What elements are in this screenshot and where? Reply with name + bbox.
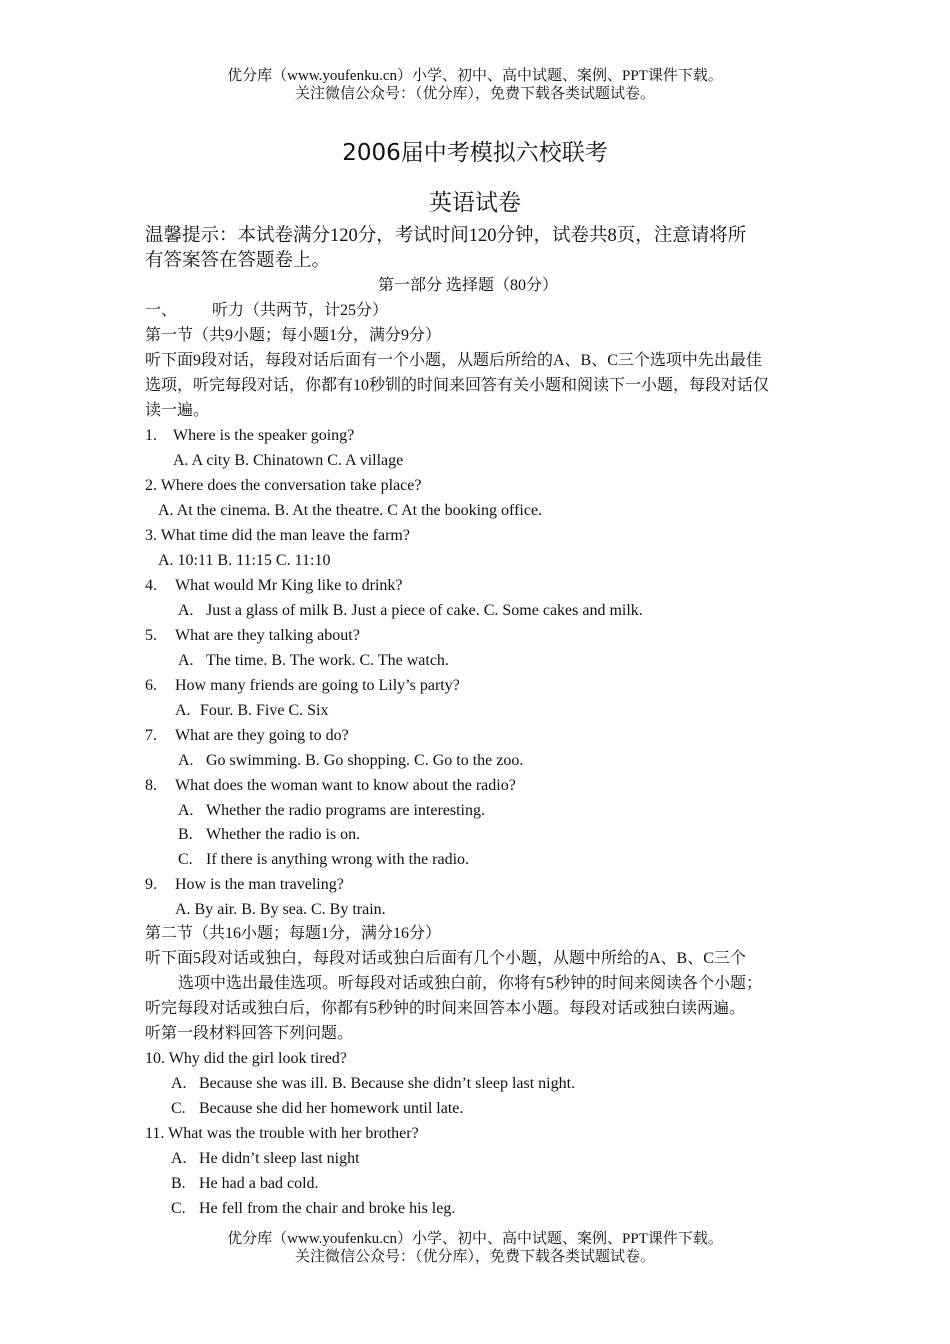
q9-number: 9.: [145, 876, 157, 893]
q4-number: 4.: [145, 577, 157, 594]
q1-options: A. A city B. Chinatown C. A village: [173, 452, 404, 469]
q9-question: How is the man traveling?: [175, 876, 344, 893]
q5-question: What are they talking about?: [175, 627, 360, 644]
q10-option-c-label: C.: [171, 1100, 186, 1117]
header-line-1: 优分库（www.youfenku.cn）小学、初中、高中试题、案例、PPT课件下载。: [227, 68, 723, 84]
q8-question: What does the woman want to know about the radio?: [175, 777, 516, 794]
q4-question: What would Mr King like to drink?: [175, 577, 403, 594]
q10-option-c: Because she did her homework until late.: [199, 1100, 464, 1117]
q11-option-a-label: A.: [171, 1150, 187, 1167]
sub2-instr-2: 选项中选出最佳选项。听每段对话或独白前，你将有5秒钟的时间来阅读各个小题；: [178, 975, 763, 992]
q11-option-c-label: C.: [171, 1200, 186, 1217]
q11-question: 11. What was the trouble with her brother?: [145, 1125, 419, 1142]
q7-option-label: A.: [178, 752, 194, 769]
sub1-heading: 第一节（共9小题；每小题1分，满分9分）: [145, 327, 442, 344]
q3-options: A. 10:11 B. 11:15 C. 11:10: [158, 552, 331, 569]
q8-number: 8.: [145, 777, 157, 794]
q10-option-ab: Because she was ill. B. Because she didn’t sleep last night.: [199, 1075, 576, 1092]
q10-question: 10. Why did the girl look tired?: [145, 1050, 347, 1067]
q8-option-b: Whether the radio is on.: [206, 826, 361, 843]
footer-line-2: 关注微信公众号：（优分库），免费下载各类试题试卷。: [294, 1249, 655, 1265]
q8-option-c: If there is anything wrong with the radio.: [206, 851, 470, 868]
q5-options: The time. B. The work. C. The watch.: [206, 652, 449, 669]
q11-option-b: He had a bad cold.: [199, 1175, 319, 1192]
q2-options: A. At the cinema. B. At the theatre. C At the booking office.: [158, 502, 543, 519]
sub2-heading: 第二节（共16小题；每题1分，满分16分）: [145, 925, 442, 942]
q6-question: How many friends are going to Lily’s party?: [175, 677, 460, 694]
q8-option-c-label: C.: [178, 851, 193, 868]
q10-option-a-label: A.: [171, 1075, 187, 1092]
sub1-instr-1: 听下面9段对话，每段对话后面有一个小题，从题后所给的A、B、C三个选项中先出最佳: [145, 352, 762, 369]
part1-heading: 第一部分 选择题（80分）: [378, 277, 559, 294]
q6-option-label: A.: [175, 702, 191, 719]
section1-number: 一、: [145, 302, 178, 319]
tip-line-2: 有答案答在答题卷上。: [145, 251, 331, 271]
page-title: 2006届中考模拟六校联考: [342, 140, 608, 166]
q11-option-a: He didn’t sleep last night: [199, 1150, 360, 1167]
q8-option-b-label: B.: [178, 826, 193, 843]
tip-line-1: 温馨提示：本试卷满分120分，考试时间120分钟，试卷共8页，注意请将所: [145, 226, 747, 246]
sub2-first-material: 听第一段材料回答下列问题。: [145, 1025, 354, 1042]
q2-question: 2. Where does the conversation take place?: [145, 477, 422, 494]
q1-number: 1.: [145, 427, 157, 444]
q6-options: Four. B. Five C. Six: [200, 702, 329, 719]
q3-question: 3. What time did the man leave the farm?: [145, 527, 410, 544]
q11-option-c: He fell from the chair and broke his leg.: [199, 1200, 456, 1217]
footer-line-1: 优分库（www.youfenku.cn）小学、初中、高中试题、案例、PPT课件下载。: [227, 1231, 723, 1247]
sub2-instr-1: 听下面5段对话或独白，每段对话或独白后面有几个小题，从题中所给的A、B、C三个: [145, 950, 746, 967]
header-line-2: 关注微信公众号：（优分库），免费下载各类试题试卷。: [294, 86, 655, 102]
section1-title: 听力（共两节，计25分）: [212, 302, 389, 319]
sub1-instr-2: 选项，听完每段对话，你都有10秒钏的时间来回答有关小题和阅读下一小题，每段对话仅: [145, 377, 770, 394]
q8-option-a: Whether the radio programs are interesting.: [206, 802, 485, 819]
q7-question: What are they going to do?: [175, 727, 349, 744]
q1-question: Where is the speaker going?: [173, 427, 355, 444]
q5-number: 5.: [145, 627, 157, 644]
page-subtitle: 英语试卷: [429, 190, 521, 216]
q8-option-a-label: A.: [178, 802, 194, 819]
q7-number: 7.: [145, 727, 157, 744]
q6-number: 6.: [145, 677, 157, 694]
q5-option-label: A.: [178, 652, 194, 669]
q11-option-b-label: B.: [171, 1175, 186, 1192]
sub1-instr-3: 读一遍。: [145, 402, 210, 419]
q4-options: Just a glass of milk B. Just a piece of cake. C. Some cakes and milk.: [206, 602, 643, 619]
sub2-instr-3: 听完每段对话或独白后，你都有5秒钟的时间来回答本小题。每段对话或独白读两遍。: [145, 1000, 746, 1017]
q4-option-label: A.: [178, 602, 194, 619]
q9-options: A. By air. B. By sea. C. By train.: [175, 901, 386, 918]
q7-options: Go swimming. B. Go shopping. C. Go to the zoo.: [206, 752, 524, 769]
